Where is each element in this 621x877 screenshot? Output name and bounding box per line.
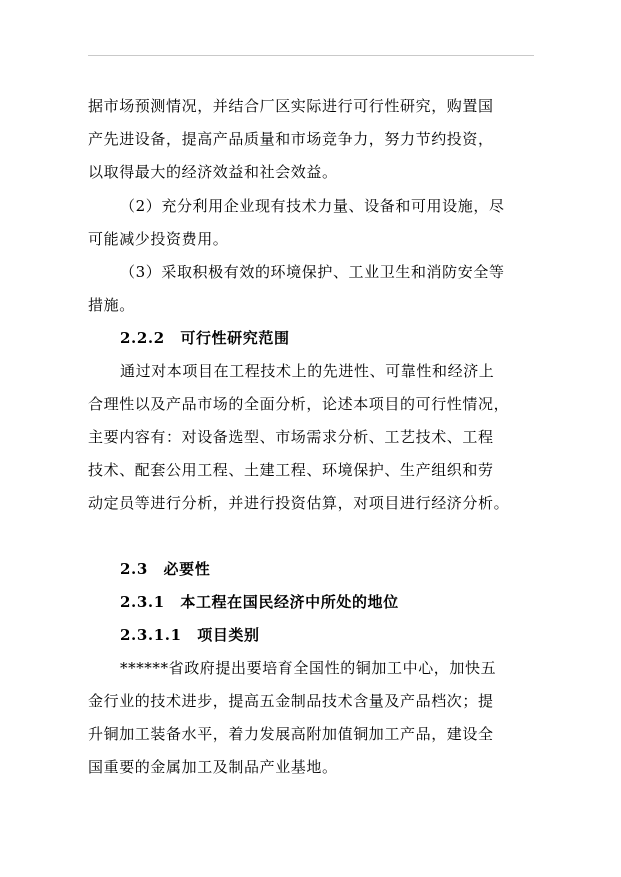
body-line: （2）充分利用企业现有技术力量、设备和可用设施，尽 <box>120 197 505 215</box>
header-rule <box>88 55 534 56</box>
body-line: 技术、配套公用工程、土建工程、环境保护、生产组织和劳 <box>88 461 494 479</box>
body-line: 升铜加工装备水平，着力发展高附加值铜加工产品，建设全 <box>88 725 494 743</box>
body-line: 主要内容有：对设备选型、市场需求分析、工艺技术、工程 <box>88 428 494 446</box>
body-line: 以取得最大的经济效益和社会效益。 <box>88 163 338 181</box>
section-heading: 2.3.1 本工程在国民经济中所处的地位 <box>120 593 399 611</box>
body-line: 措施。 <box>88 296 135 314</box>
section-heading: 2.3 必要性 <box>120 560 211 578</box>
body-line: 产先进设备，提高产品质量和市场竞争力，努力节约投资， <box>88 130 494 148</box>
body-line: ******省政府提出要培育全国性的铜加工中心，加快五 <box>120 659 497 677</box>
body-line: （3）采取积极有效的环境保护、工业卫生和消防安全等 <box>120 263 505 281</box>
body-line: 动定员等进行分析，并进行投资估算，对项目进行经济分析。 <box>88 494 510 512</box>
body-line: 据市场预测情况，并结合厂区实际进行可行性研究，购置国 <box>88 97 494 115</box>
body-line: 国重要的金属加工及制品产业基地。 <box>88 758 338 776</box>
section-heading: 2.3.1.1 项目类别 <box>120 626 260 644</box>
body-line: 金行业的技术进步，提高五金制品技术含量及产品档次；提 <box>88 692 494 710</box>
body-line: 合理性以及产品市场的全面分析，论述本项目的可行性情况， <box>88 395 510 413</box>
section-heading: 2.2.2 可行性研究范围 <box>120 329 290 347</box>
body-line: 通过对本项目在工程技术上的先进性、可靠性和经济上 <box>120 362 495 380</box>
body-line: 可能减少投资费用。 <box>88 230 229 248</box>
